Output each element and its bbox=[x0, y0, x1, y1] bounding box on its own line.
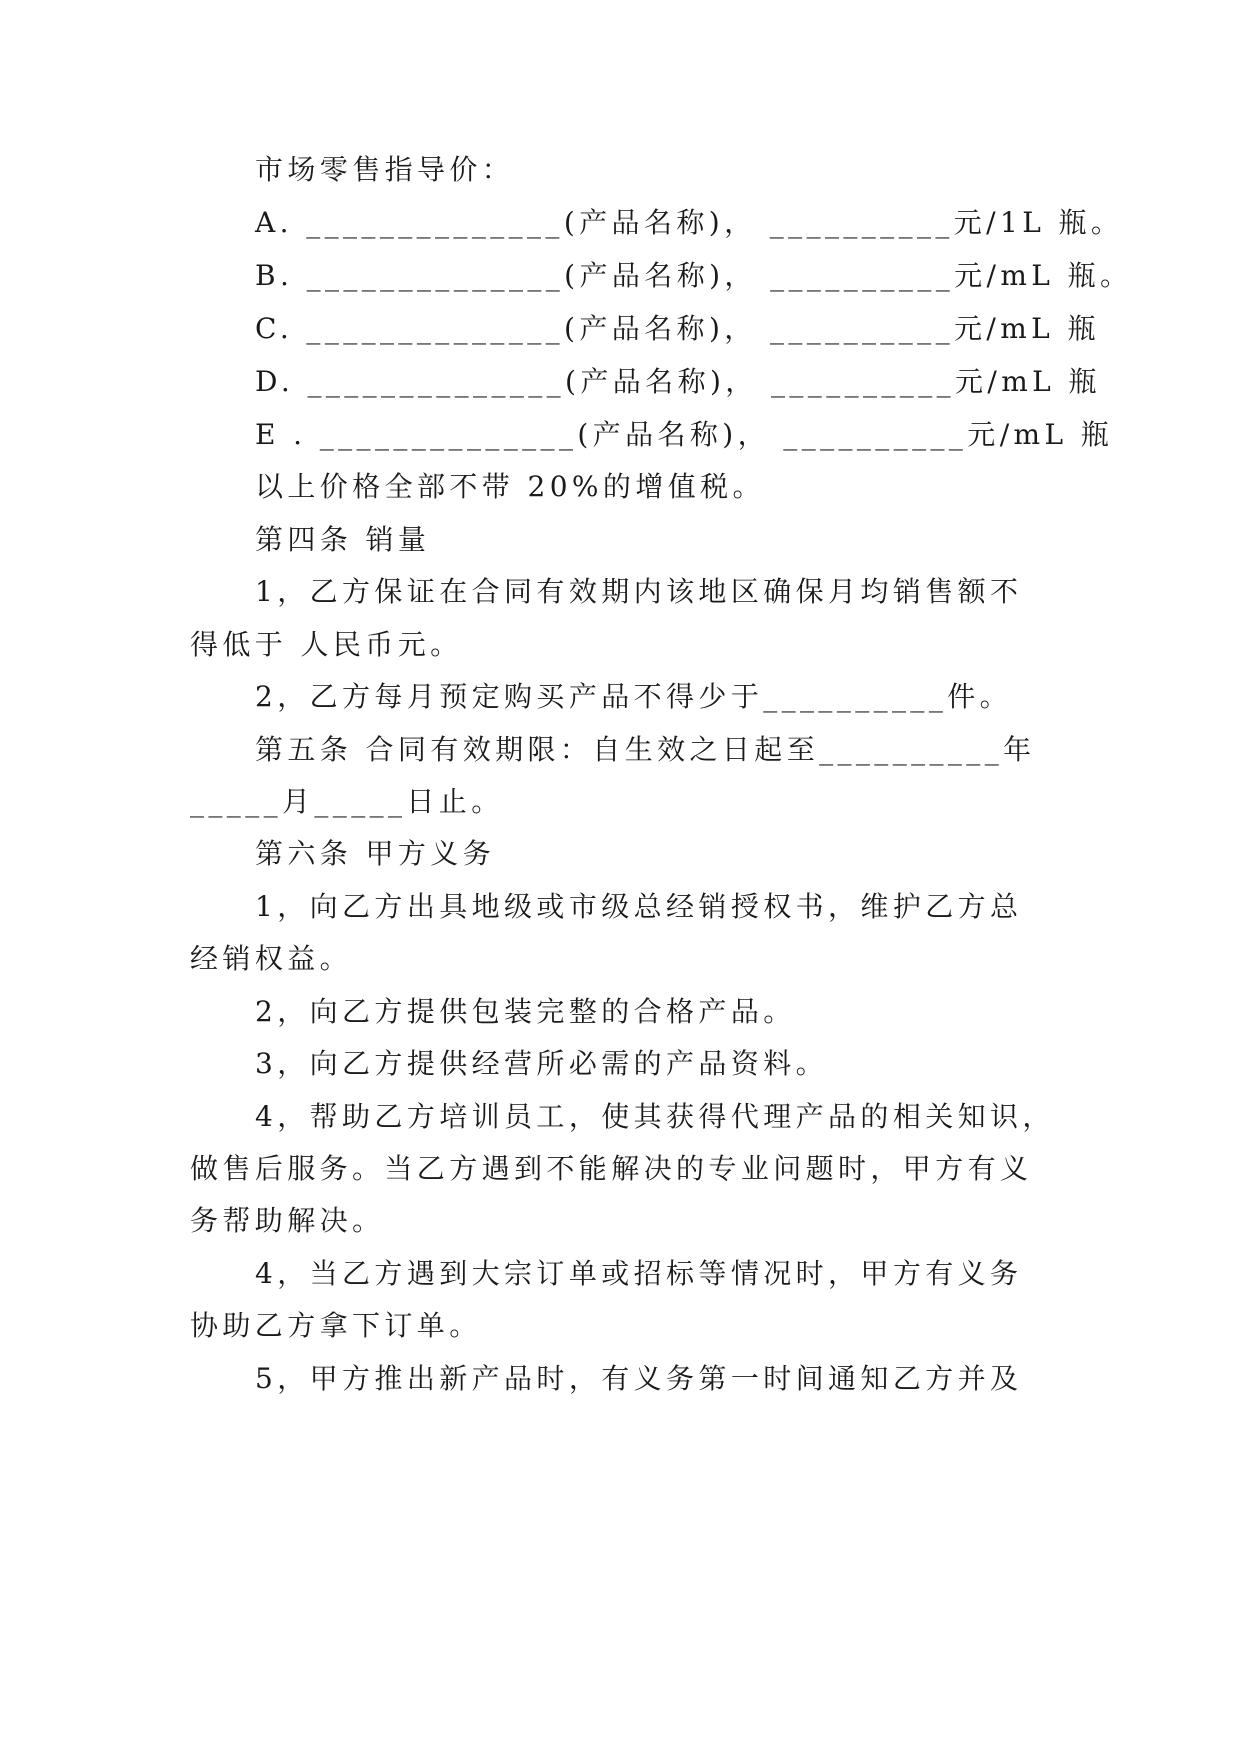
article-five: 第五条 合同有效期限：自生效之日起至__________年 bbox=[255, 733, 1036, 766]
article-six-heading: 第六条 甲方义务 bbox=[255, 837, 496, 870]
price-line-a: A. ______________(产品名称)， __________元/1L 瓶。 bbox=[255, 206, 1124, 239]
retail-price-heading: 市场零售指导价： bbox=[255, 153, 515, 186]
article-four-item-2: 2，乙方每月预定购买产品不得少于__________件。 bbox=[255, 680, 1013, 713]
article-five-cont: _____月_____日止。 bbox=[190, 785, 504, 818]
article-six-item-3: 3，向乙方提供经营所必需的产品资料。 bbox=[255, 1047, 829, 1080]
article-six-item-4b-cont: 协助乙方拿下订单。 bbox=[190, 1309, 482, 1342]
price-line-e: E . ______________(产品名称)， __________元/mL 瓶 bbox=[255, 418, 1114, 451]
tax-note: 以上价格全部不带 20%的增值税。 bbox=[255, 470, 765, 503]
article-six-item-2: 2，向乙方提供包装完整的合格产品。 bbox=[255, 995, 796, 1028]
article-four-heading: 第四条 销量 bbox=[255, 523, 431, 556]
article-six-item-1: 1，向乙方出具地级或市级总经销授权书，维护乙方总 bbox=[255, 890, 1023, 923]
price-line-b: B. ______________(产品名称)， __________元/mL 瓶。 bbox=[255, 259, 1133, 292]
article-six-item-5: 5，甲方推出新产品时，有义务第一时间通知乙方并及 bbox=[255, 1362, 1023, 1395]
price-line-d: D. ______________(产品名称)， __________元/mL 瓶 bbox=[255, 365, 1101, 398]
article-six-item-4-cont-1: 做售后服务。当乙方遇到不能解决的专业问题时，甲方有义 bbox=[190, 1152, 1033, 1185]
article-six-item-4-cont-2: 务帮助解决。 bbox=[190, 1204, 385, 1237]
article-six-item-4b: 4，当乙方遇到大宗订单或招标等情况时，甲方有义务 bbox=[255, 1257, 1023, 1290]
article-four-item-1-cont: 得低于 人民币元。 bbox=[190, 628, 463, 661]
article-six-item-4: 4，帮助乙方培训员工，使其获得代理产品的相关知识， bbox=[255, 1100, 1055, 1133]
price-line-c: C. ______________(产品名称)， __________元/mL 瓶 bbox=[255, 312, 1100, 345]
article-six-item-1-cont: 经销权益。 bbox=[190, 942, 353, 975]
article-four-item-1: 1，乙方保证在合同有效期内该地区确保月均销售额不 bbox=[255, 575, 1023, 608]
